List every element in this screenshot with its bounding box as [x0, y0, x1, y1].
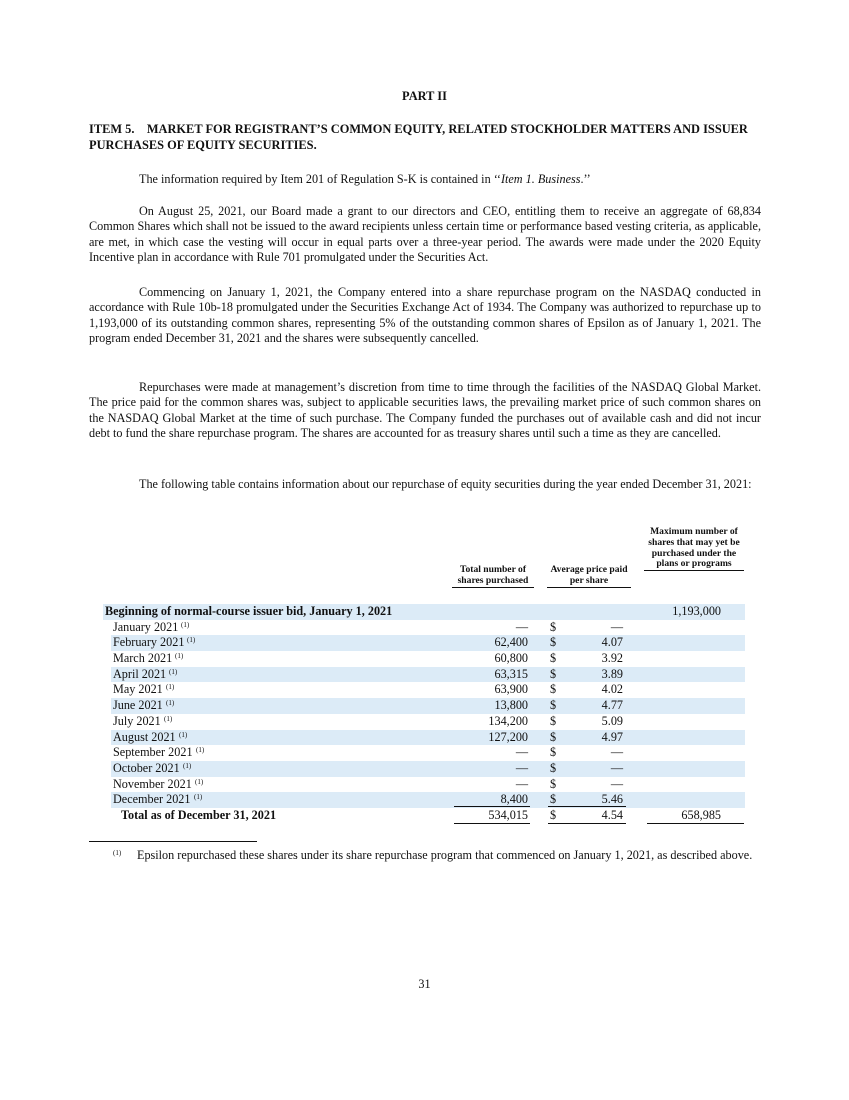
total-shares: 534,015 — [488, 807, 528, 822]
col-header-total-shares-text: Total number of shares purchased — [457, 564, 529, 586]
table-row — [89, 714, 761, 730]
row-shares: 62,400 — [494, 635, 528, 650]
row-currency: $ — [550, 792, 557, 807]
footnote-ref: (1) — [166, 699, 175, 708]
row-currency: $ — [550, 745, 557, 760]
table-row — [89, 792, 761, 808]
footnote-ref: (1) — [179, 730, 188, 739]
paragraph-equity-grant: On August 25, 2021, our Board made a grant to our directors and CEO, entitling them to receive an aggregate of 68,834 Common Shares which shall not be issued to the award recipients unless certain time or performance based vesting criteria, as applicable, are met, in which case the vesting will occur in equal parts over a three-year period. The awards were made under the 2020 Equity Incentive plan in accordance with Rule 701 promulgated under the Securities Act. — [89, 204, 761, 264]
table-row — [89, 777, 761, 793]
col-header-avg-price-text: Average price paid per share — [550, 564, 628, 586]
row-price: 3.89 — [601, 666, 623, 681]
footnote-ref: (1) — [175, 652, 184, 661]
footnote-ref: (1) — [183, 761, 192, 770]
item-heading: ITEM 5. MARKET FOR REGISTRANT’S COMMON EQUITY, RELATED STOCKHOLDER MATTERS AND ISSUER PURCHASES OF EQUITY SECURITIES. — [89, 122, 748, 152]
row-price: — — [610, 619, 623, 634]
row-month: January 2021 — [113, 619, 179, 634]
row-shares: — — [515, 776, 528, 791]
total-price: 4.54 — [601, 807, 623, 822]
row-month: December 2021 — [113, 792, 191, 807]
page-number: 31 — [418, 977, 431, 991]
row-currency: $ — [550, 776, 557, 791]
row-shares: 8,400 — [500, 792, 528, 807]
paragraph-table-intro: The following table contains information about our repurchase of equity securities during the year ended December 31, 2021: — [139, 477, 752, 491]
row-month: August 2021 — [113, 729, 176, 744]
paragraph-item-201-post: .’’ — [580, 172, 591, 186]
col-header-max-shares — [644, 527, 744, 570]
total-label: Total as of December 31, 2021 — [121, 807, 277, 822]
footnote-divider — [89, 841, 257, 842]
row-price: 4.02 — [601, 682, 623, 697]
table-row — [89, 730, 761, 746]
footnote-text: Epsilon repurchased these shares under its share repurchase program that commenced on January 1, 2021, as described above. — [137, 848, 753, 862]
row-price: — — [610, 760, 623, 775]
table-body — [89, 604, 761, 824]
footnote-ref: (1) — [164, 714, 173, 723]
paragraph-repurchase-details: Repurchases were made at management’s discretion from time to time through the facilities of the NASDAQ Global Market. The price paid for the common shares was, subject to applicable securities laws, the prevailing market price of such common shares on the NASDAQ Global Market at the time of such purchase. The Company funded the purchases out of available cash and did not incur debt to fund the share repurchase program. The shares are accounted for as treasury shares until such a time as they are cancelled. — [89, 380, 761, 440]
table-row — [89, 761, 761, 777]
row-currency: $ — [550, 651, 557, 666]
row-currency: $ — [550, 698, 557, 713]
total-currency: $ — [550, 807, 557, 822]
row-max-beginning: 1,193,000 — [672, 604, 721, 618]
footnote-mark: (1) — [113, 849, 122, 857]
footnote-ref: (1) — [195, 777, 204, 786]
paragraph-item-201 — [89, 172, 761, 187]
row-shares: — — [515, 760, 528, 775]
row-month: April 2021 — [113, 666, 167, 681]
row-shares: — — [515, 619, 528, 634]
table-row-beginning — [89, 604, 761, 620]
row-shares: 60,800 — [494, 651, 528, 666]
table-row — [89, 635, 761, 651]
paragraph-repurchase-program: Commencing on January 1, 2021, the Company entered into a share repurchase program on the NASDAQ conducted in accordance with Rule 10b-18 promulgated under the Securities Exchange Act of 1934. The Company was authorized to repurchase up to 1,193,000 of its outstanding common shares, representing 5% of the outstanding common shares of Epsilon as of January 1, 2021. The program ended December 31, 2021 and the shares were subsequently cancelled. — [89, 285, 761, 345]
row-price: 4.07 — [601, 635, 623, 650]
row-price: 4.97 — [601, 729, 623, 744]
row-shares: 13,800 — [494, 698, 528, 713]
row-currency: $ — [550, 666, 557, 681]
row-price: — — [610, 776, 623, 791]
table-row — [89, 745, 761, 761]
row-month: September 2021 — [113, 745, 193, 760]
row-month: October 2021 — [113, 760, 180, 775]
paragraph-item-201-em: Item 1. Business — [500, 172, 581, 186]
row-currency: $ — [550, 682, 557, 697]
table-row — [89, 698, 761, 714]
row-currency: $ — [550, 619, 557, 634]
row-month: March 2021 — [113, 651, 173, 666]
paragraph-item-201-pre: The information required by Item 201 of Regulation S-K is contained in ‘‘ — [139, 172, 501, 186]
row-price: 5.46 — [601, 792, 623, 807]
table-row-total — [89, 808, 761, 824]
row-label-beginning: Beginning of normal-course issuer bid, January 1, 2021 — [105, 604, 393, 618]
footnote-ref: (1) — [166, 683, 175, 692]
row-currency: $ — [550, 635, 557, 650]
row-month: May 2021 — [113, 682, 163, 697]
footnote-ref: (1) — [181, 620, 190, 629]
row-shares: — — [515, 745, 528, 760]
col-header-avg-price — [547, 565, 631, 587]
footnote-ref: (1) — [196, 746, 205, 755]
col-header-total-shares — [452, 565, 534, 587]
footnote-ref: (1) — [194, 793, 203, 802]
table-row — [89, 682, 761, 698]
row-shares: 127,200 — [488, 729, 528, 744]
footnote-ref: (1) — [187, 636, 196, 645]
row-price: 4.77 — [601, 698, 623, 713]
row-price: 3.92 — [601, 651, 623, 666]
row-price: 5.09 — [601, 713, 623, 728]
row-currency: $ — [550, 760, 557, 775]
table-row — [89, 651, 761, 667]
row-currency: $ — [550, 713, 557, 728]
row-month: November 2021 — [113, 776, 192, 791]
col-header-max-shares-text: Maximum number of shares that may yet be purchased under the plans or programs — [648, 526, 740, 570]
row-month: February 2021 — [113, 635, 185, 650]
footnote-ref: (1) — [169, 667, 178, 676]
row-price: — — [610, 745, 623, 760]
part-title: PART II — [402, 89, 447, 103]
table-row — [89, 620, 761, 636]
row-shares: 63,900 — [494, 682, 528, 697]
row-month: July 2021 — [113, 713, 161, 728]
row-currency: $ — [550, 729, 557, 744]
row-shares: 63,315 — [494, 666, 528, 681]
table-row — [89, 667, 761, 683]
row-month: June 2021 — [113, 698, 163, 713]
total-max: 658,985 — [681, 807, 721, 822]
row-shares: 134,200 — [488, 713, 528, 728]
